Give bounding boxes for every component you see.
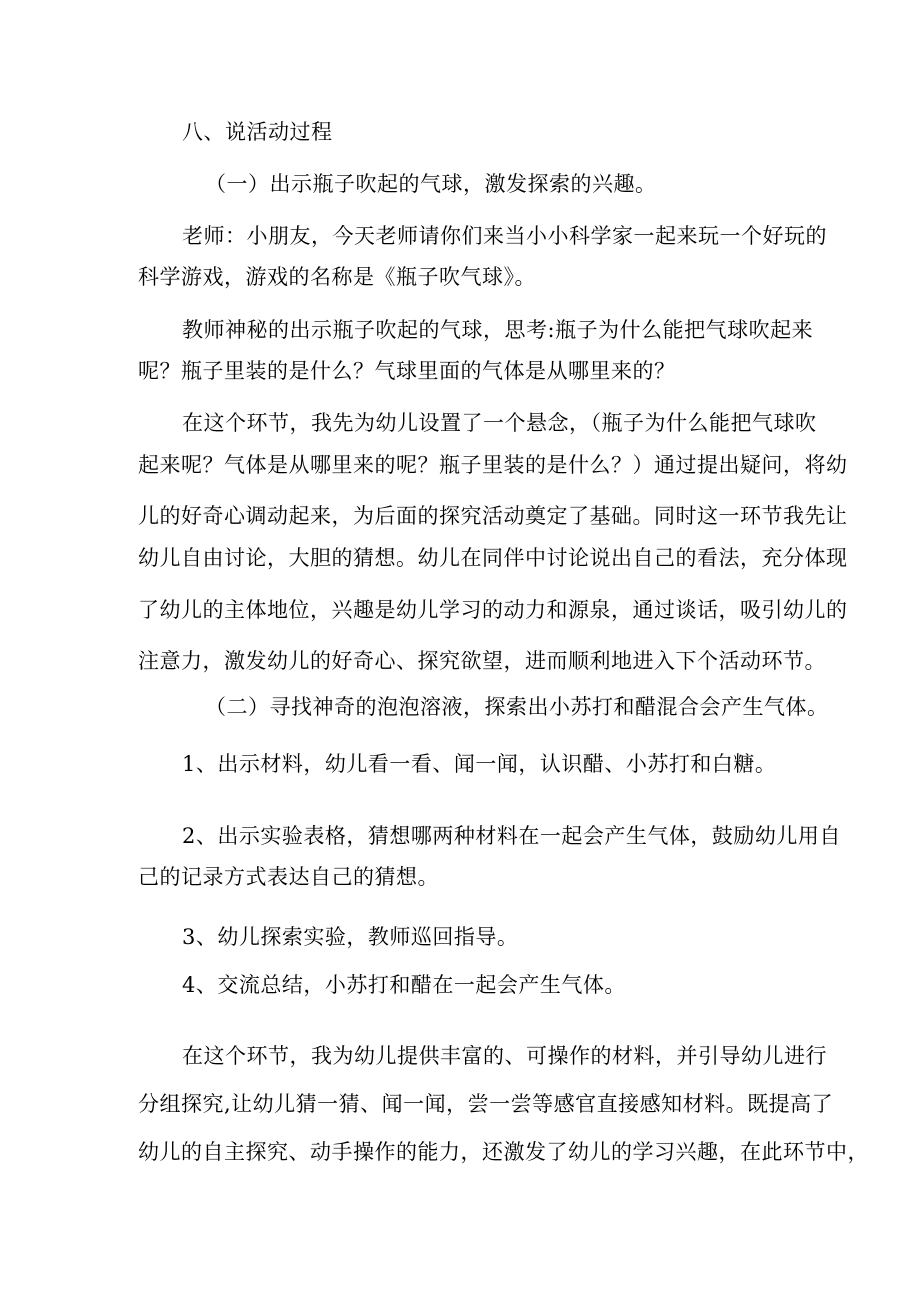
paragraph-1-line-1: 老师：小朋友，今天老师请你们来当小小科学家一起来玩一个好玩的 (182, 224, 827, 248)
paragraph-3-line-4: 幼儿自由讨论，大胆的猜想。幼儿在同伴中讨论说出自己的看法，充分体现 (138, 546, 848, 570)
paragraph-3-line-2: 起来呢？气体是从哪里来的呢？瓶子里装的是什么？）通过提出疑问，将幼 (138, 453, 848, 477)
step-2-line-2: 己的记录方式表达自己的猜想。 (138, 865, 439, 889)
paragraph-4-line-3: 幼儿的自主探究、动手操作的能力，还激发了幼儿的学习兴趣，在此环节中， (138, 1140, 869, 1164)
paragraph-3-line-6: 注意力，激发幼儿的好奇心、探究欲望，进而顺利地进入下个活动环节。 (138, 649, 826, 673)
section-heading: 八、说活动过程 (182, 120, 333, 144)
step-3: 3、幼儿探索实验，教师巡回指导。 (182, 925, 519, 949)
paragraph-3-line-3: 儿的好奇心调动起来，为后面的探究活动奠定了基础。同时这一环节我先让 (138, 504, 848, 528)
paragraph-1-line-2: 科学游戏，游戏的名称是《瓶子吹气球》。 (138, 265, 536, 289)
paragraph-2-line-1: 教师神秘的出示瓶子吹起的气球，思考:瓶子为什么能把气球吹起来 (182, 318, 814, 342)
paragraph-4-line-1: 在这个环节，我为幼儿提供丰富的、可操作的材料，并引导幼儿进行 (182, 1044, 827, 1068)
subsection-heading-2: （二）寻找神奇的泡泡溶液，探索出小苏打和醋混合会产生气体。 (205, 695, 829, 719)
step-4: 4、交流总结，小苏打和醋在一起会产生气体。 (182, 973, 626, 997)
paragraph-3-line-5: 了幼儿的主体地位，兴趣是幼儿学习的动力和源泉，通过谈话，吸引幼儿的 (138, 598, 848, 622)
paragraph-4-line-2: 分组探究,让幼儿猜一猜、闻一闻，尝一尝等感官直接感知材料。既提高了 (138, 1092, 834, 1116)
step-1: 1、出示材料，幼儿看一看、闻一闻，认识醋、小苏打和白糖。 (182, 752, 777, 776)
paragraph-3-line-1: 在这个环节，我先为幼儿设置了一个悬念，（瓶子为什么能把气球吹 (182, 411, 817, 435)
paragraph-2-line-2: 呢？瓶子里装的是什么？气球里面的气体是从哪里来的？ (138, 359, 676, 383)
step-2-line-1: 2、出示实验表格，猜想哪两种材料在一起会产生气体，鼓励幼儿用自 (182, 824, 841, 848)
subsection-heading-1: （一）出示瓶子吹起的气球，激发探索的兴趣。 (205, 172, 657, 196)
